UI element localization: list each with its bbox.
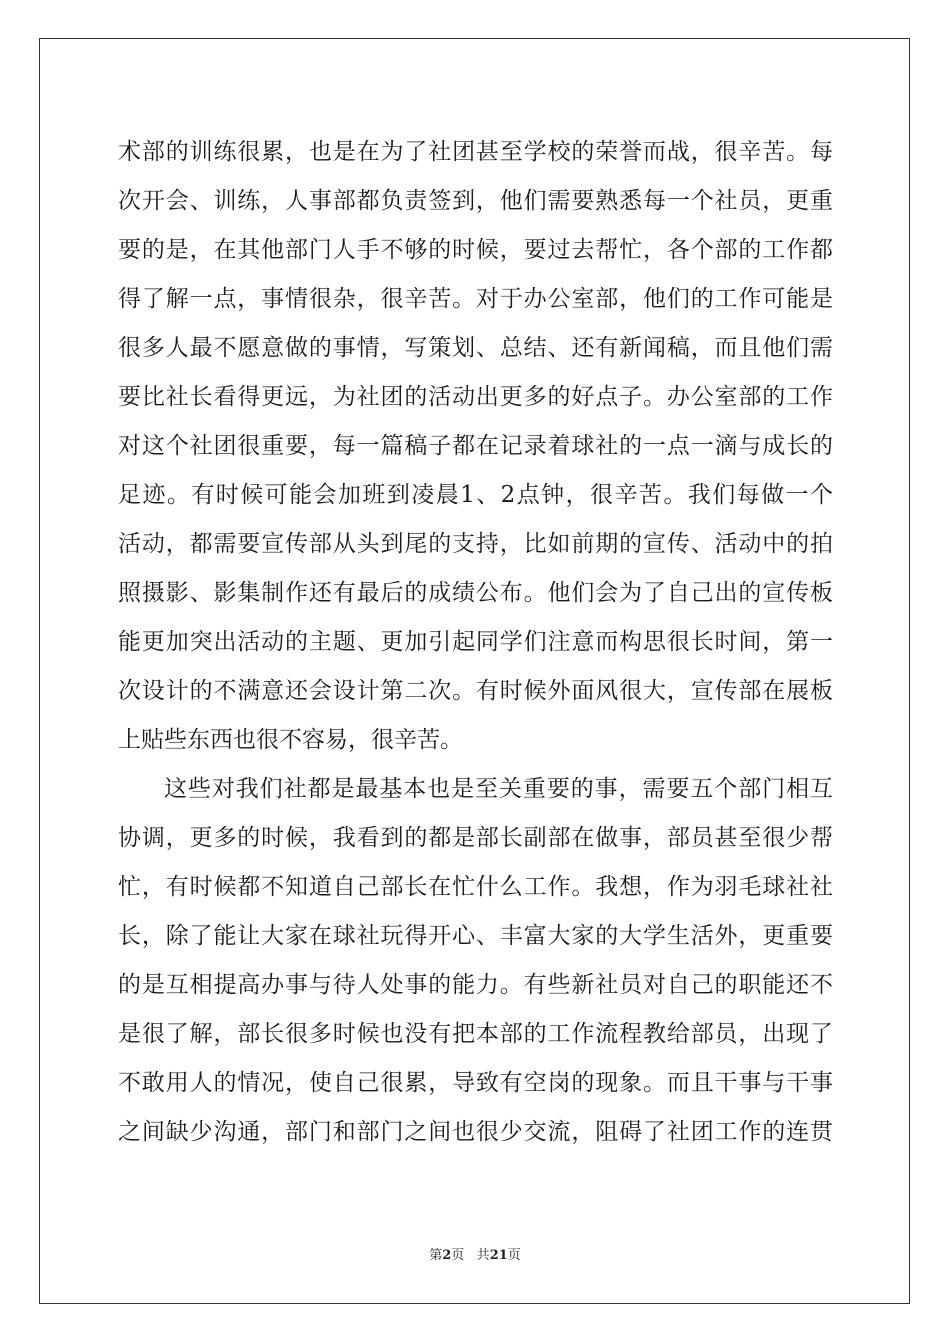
text-line: 是很了解，部长很多时候也没有把本部的工作流程教给部员，出现了 — [118, 1021, 833, 1047]
text-line: 活动，都需要宣传部从头到尾的支持，比如前期的宣传、活动中的拍 — [118, 531, 833, 557]
paragraph — [118, 765, 833, 1157]
text-line: 忙，有时候都不知道自己部长在忙什么工作。我想，作为羽毛球社社 — [118, 874, 833, 900]
text-line: 长，除了能让大家在球社玩得开心、丰富大家的大学生活外，更重要 — [118, 923, 833, 949]
text-line: 上贴些东西也很不容易，很辛苦。 — [118, 727, 463, 753]
page-footer — [0, 1244, 950, 1263]
text-line: 得了解一点，事情很杂，很辛苦。对于办公室部，他们的工作可能是 — [118, 286, 833, 312]
text-line: 不敢用人的情况，使自己很累，导致有空岗的现象。而且干事与干事 — [118, 1070, 833, 1096]
text-line: 协调，更多的时候，我看到的都是部长副部在做事，部员甚至很少帮 — [118, 825, 833, 851]
page-prefix: 第 — [429, 1248, 443, 1263]
text-line: 要的是，在其他部门人手不够的时候，要过去帮忙，各个部的工作都 — [118, 237, 833, 263]
total-suffix: 页 — [507, 1248, 521, 1263]
text-line: 很多人最不愿意做的事情，写策划、总结、还有新闻稿，而且他们需 — [118, 335, 833, 361]
text-line: 之间缺少沟通，部门和部门之间也很少交流，阻碍了社团工作的连贯 — [118, 1119, 833, 1145]
text-line: 次设计的不满意还会设计第二次。有时候外面风很大，宣传部在展板 — [118, 678, 833, 704]
text-line: 对这个社团很重要，每一篇稿子都在记录着球社的一点一滴与成长的 — [118, 433, 833, 459]
text-line: 这些对我们社都是最基本也是至关重要的事，需要五个部门相互 — [164, 776, 833, 802]
page-suffix: 页 — [451, 1248, 465, 1263]
paragraph — [118, 128, 833, 765]
total-pages: 21 — [489, 1248, 508, 1263]
text-line: 的是互相提高办事与待人处事的能力。有些新社员对自己的职能还不 — [118, 972, 833, 998]
page-number: 2 — [442, 1248, 452, 1263]
text-line: 足迹。有时候可能会加班到凌晨1、2点钟，很辛苦。我们每做一个 — [118, 482, 833, 508]
total-prefix: 共 — [476, 1248, 490, 1263]
text-line: 能更加突出活动的主题、更加引起同学们注意而构思很长时间，第一 — [118, 629, 833, 655]
text-line: 要比社长看得更远，为社团的活动出更多的好点子。办公室部的工作 — [118, 384, 833, 410]
text-line: 照摄影、影集制作还有最后的成绩公布。他们会为了自己出的宣传板 — [118, 580, 833, 606]
text-line: 术部的训练很累，也是在为了社团甚至学校的荣誉而战，很辛苦。每 — [118, 139, 833, 165]
text-line: 次开会、训练，人事部都负责签到，他们需要熟悉每一个社员，更重 — [118, 188, 833, 214]
document-body — [118, 128, 833, 1157]
